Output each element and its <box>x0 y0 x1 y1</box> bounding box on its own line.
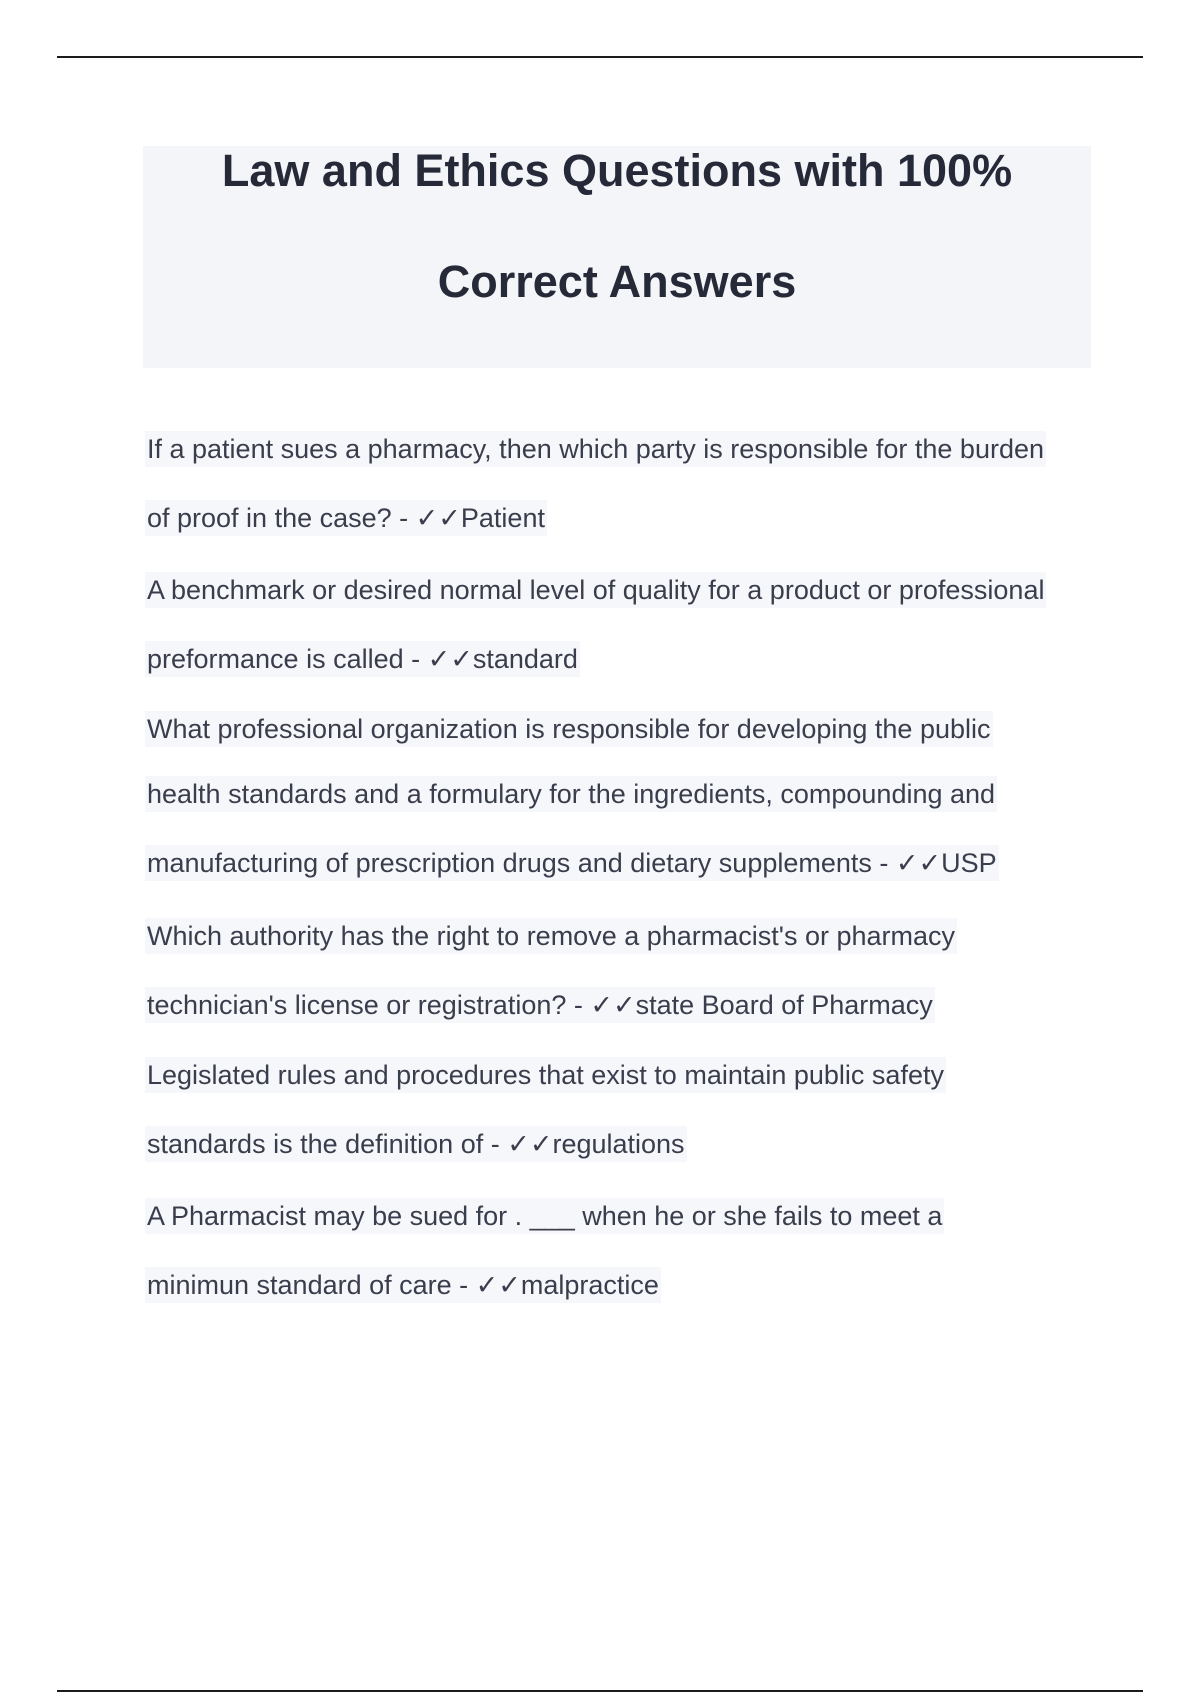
answer-5: ✓✓regulations <box>507 1129 685 1159</box>
question-3-line-2: health standards and a formulary for the ingredients, compounding and <box>145 776 997 812</box>
title-box <box>143 146 1091 368</box>
page-title-line-2: Correct Answers <box>437 256 797 307</box>
question-4-text: technician's license or registration? - <box>147 990 591 1020</box>
question-1-text: of proof in the case? - <box>147 503 416 533</box>
question-3-line-3 <box>145 845 999 881</box>
question-2-text: preformance is called - <box>147 644 428 674</box>
question-4-line-1: Which authority has the right to remove a pharmacist's or pharmacy <box>145 918 957 954</box>
answer-2: ✓✓standard <box>427 644 578 674</box>
question-5-text: standards is the definition of - <box>147 1129 508 1159</box>
answer-4: ✓✓state Board of Pharmacy <box>590 990 933 1020</box>
page-title-line-1: Law and Ethics Questions with 100% <box>221 145 1013 196</box>
question-5-line-2 <box>145 1126 687 1162</box>
question-6-line-1: A Pharmacist may be sued for . ___ when he or she fails to meet a <box>145 1198 944 1234</box>
question-3-text: manufacturing of prescription drugs and dietary supplements - <box>147 848 896 878</box>
top-rule <box>57 56 1143 58</box>
question-6-text: minimun standard of care - <box>147 1270 476 1300</box>
question-5-line-1: Legislated rules and procedures that exist to maintain public safety <box>145 1057 946 1093</box>
answer-6: ✓✓malpractice <box>475 1270 659 1300</box>
answer-3: ✓✓USP <box>895 848 997 878</box>
bottom-rule <box>57 1690 1143 1692</box>
question-6-line-2 <box>145 1267 661 1303</box>
question-1-line-1: If a patient sues a pharmacy, then which party is responsible for the burden <box>145 431 1046 467</box>
question-4-line-2 <box>145 987 935 1023</box>
answer-1: ✓✓Patient <box>415 503 545 533</box>
question-3-line-1: What professional organization is responsible for developing the public <box>145 711 993 747</box>
question-2-line-2 <box>145 641 580 677</box>
question-1-line-2 <box>145 500 547 536</box>
question-2-line-1: A benchmark or desired normal level of quality for a product or professional <box>145 572 1046 608</box>
